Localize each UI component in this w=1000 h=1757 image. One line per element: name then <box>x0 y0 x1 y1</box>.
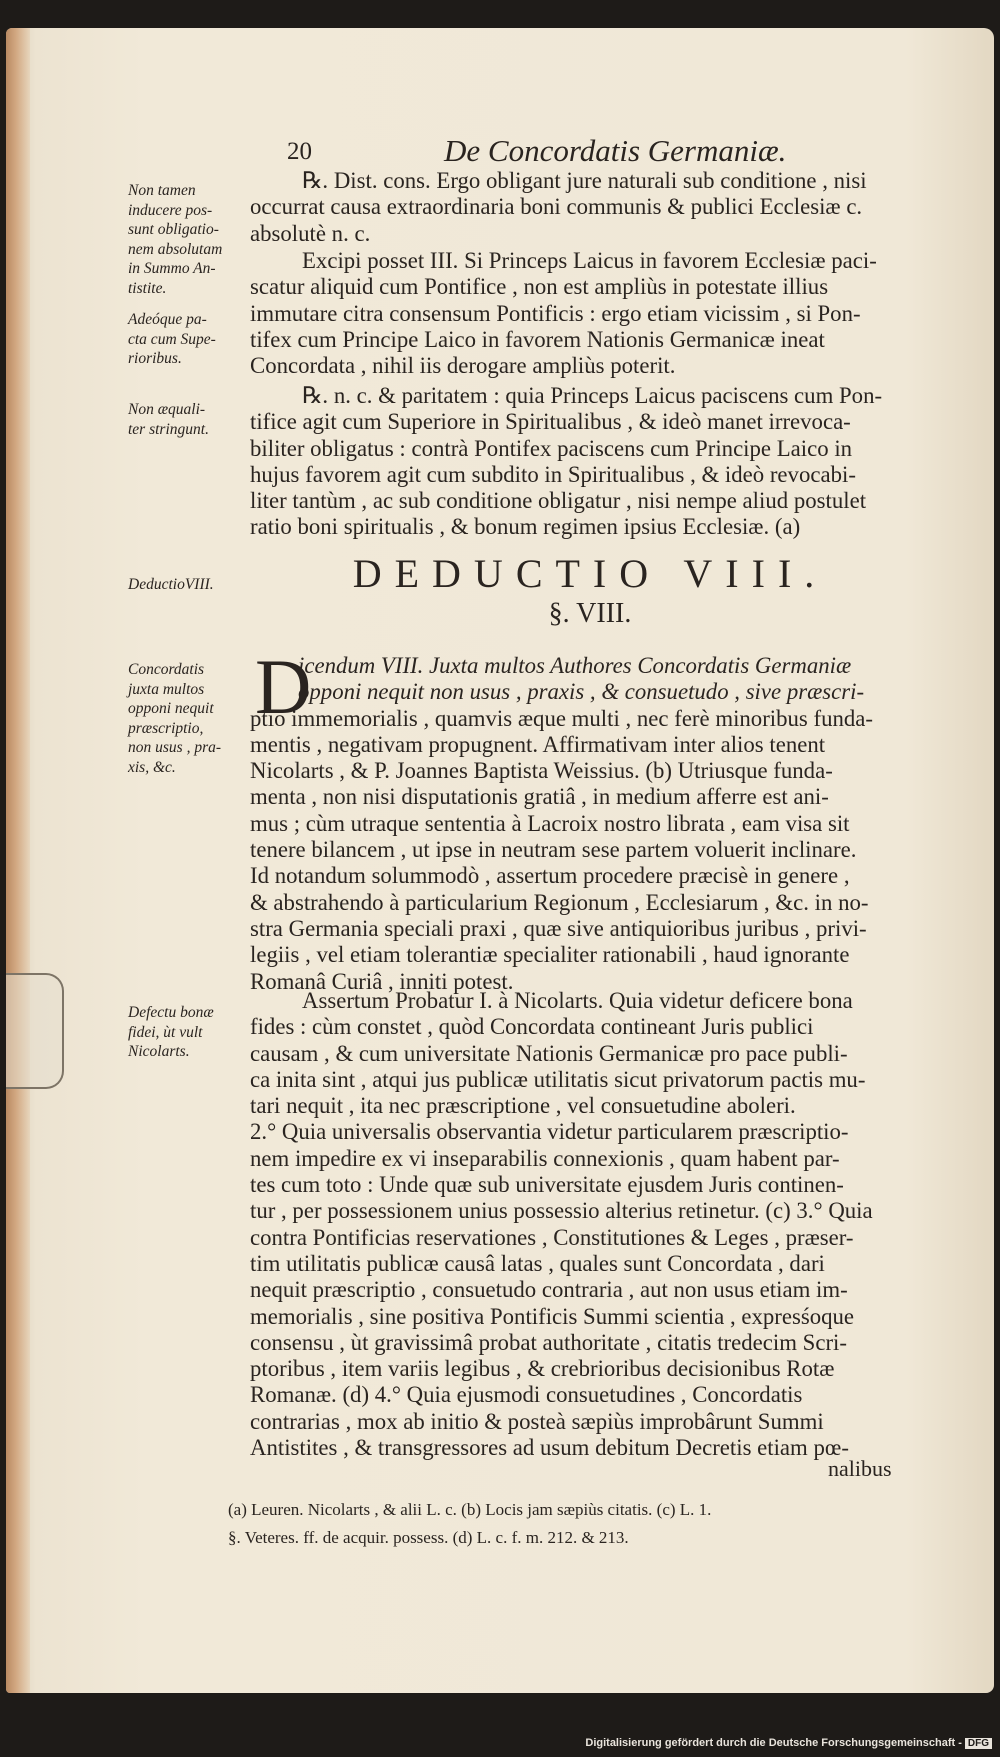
text-line: Romanæ. (d) 4.° Quia ejusmodi consuetudines , Concordatis <box>250 1382 803 1408</box>
drop-cap: D <box>255 643 312 730</box>
text-line: opponi nequit non usus , praxis , & consuetudo , sive præscri- <box>298 679 865 705</box>
margin-note: Non æquali- ter stringunt. <box>128 401 209 438</box>
margin-note: Non tamen inducere pos- sunt obligatio- nem absolutam in Summo An- tistite. <box>128 182 223 297</box>
catchword: nalibus <box>828 1456 892 1481</box>
text-line: ca inita sint , atqui jus publicæ utilitatis sicut privatorum pactis mu- <box>250 1066 866 1092</box>
text-line: mus ; cùm utraque sententia à Lacroix nostro librata , eam visa sit <box>250 810 850 836</box>
text-line: causam , & cum universitate Nationis Germanicæ pro pace publi- <box>250 1040 848 1066</box>
section-number: §. VIII. <box>548 598 632 629</box>
text-line: menta , non nisi disputationis gratiâ , in medium afferre est ani- <box>250 784 829 810</box>
margin-note: Defectu bonæ fidei, ùt vult Nicolarts. <box>128 1004 214 1060</box>
footnote-line: §. Veteres. ff. de acquir. possess. (d) L. c. f. m. 212. & 213. <box>228 1528 629 1547</box>
text-line: ℞. n. c. & paritatem : quia Princeps Laicus paciscens cum Pon- <box>302 383 883 408</box>
margin-note: DeductioVIII. <box>128 576 214 593</box>
section-heading: DEDUCTIO VIII. <box>352 551 828 596</box>
text-line: tari nequit , ita nec præscriptione , vel consuetudine aboleri. <box>250 1093 796 1119</box>
footnote-line: (a) Leuren. Nicolarts , & alii L. c. (b) Locis jam sæpiùs citatis. (c) L. 1. <box>228 1500 712 1519</box>
text-line: fides : cùm constet , quòd Concordata contineant Juris publici <box>250 1014 814 1040</box>
text-line: ptio immemorialis , quamvis æque multi , nec ferè minoribus funda- <box>250 705 873 731</box>
paragraph <box>250 248 930 379</box>
text-line: hujus favorem agit cum subdito in Spiritualibus , & ideò revocabi- <box>250 461 856 487</box>
text-line: Romanâ Curiâ , inniti potest. <box>250 968 514 994</box>
text-line: ℞. Dist. cons. Ergo obligant jure naturali sub conditione , nisi <box>302 168 867 193</box>
margin-note: Concordatis juxta multos opponi nequit præscriptio, non usus , pra- xis, &c. <box>128 661 222 776</box>
text-line: liter tantùm , ac sub conditione obligatur , nisi nempe aliud postulet <box>250 488 867 514</box>
text-line: ptoribus , item variis legibus , & crebrioribus decisionibus Rotæ <box>250 1356 835 1382</box>
text-line: nem impedire ex vi inseparabilis connexionis , quam habent par- <box>250 1145 840 1171</box>
text-line: immutare citra consensum Pontificis : ergo etiam vicissim , si Pon- <box>250 300 861 326</box>
text-line: Id notandum solummodò , assertum procedere præcisè in genere , <box>250 863 850 889</box>
text-line: Nicolarts , & P. Joannes Baptista Weissius. (b) Utriusque funda- <box>250 758 833 784</box>
paragraph <box>250 168 930 247</box>
margin-note: Adeóque pa- cta cum Supe- rioribus. <box>128 311 216 367</box>
dfg-logo: DFG <box>965 1738 992 1749</box>
paragraph <box>250 988 930 1461</box>
text-line: ratio boni spiritualis , & bonum regimen ipsius Ecclesiæ. (a) <box>250 514 801 540</box>
page-edge <box>6 28 30 1693</box>
text-line: contra Pontificias reservationes , Constitutiones & Leges , præser- <box>250 1224 854 1250</box>
text-line: nequit præscriptio , consuetudo contraria , aut non usus etiam im- <box>250 1277 848 1303</box>
text-line: Assertum Probatur I. à Nicolarts. Quia videtur deficere bona <box>302 988 853 1013</box>
paragraph <box>250 383 930 541</box>
text-line: biliter obligatus : contrà Pontifex paciscens cum Principe Laico in <box>250 435 853 461</box>
text-line: tenere bilancem , ut ipse in neutram sese partem voluerit inclinare. <box>250 837 857 863</box>
text-line: scatur aliquid cum Pontifice , non est ampliùs in potestate illius <box>250 274 829 300</box>
text-line: Concordata , nihil iis derogare ampliùs poterit. <box>250 353 676 379</box>
text-line: tes cum toto : Unde quæ sub universitate ejusdem Juris continen- <box>250 1172 844 1198</box>
page-number: 20 <box>287 138 312 165</box>
text-line: icendum VIII. Juxta multos Authores Concordatis Germaniæ <box>298 653 852 678</box>
text-line: occurrat causa extraordinaria boni communis & publici Ecclesiæ c. <box>250 194 863 220</box>
text-line: Antistites , & transgressores ad usum debitum Decretis etiam pœ- <box>250 1435 849 1461</box>
text-line: tifice agit cum Superiore in Spiritualibus , & ideò manet irrevoca- <box>250 409 851 435</box>
text-line: Excipi posset III. Si Princeps Laicus in favorem Ecclesiæ paci- <box>302 248 877 273</box>
text-line: tur , per possessionem unius possessio alterius retinetur. (c) 3.° Quia <box>250 1198 873 1224</box>
text-line: 2.° Quia universalis observantia videtur particularem præscriptio- <box>250 1119 849 1145</box>
footnotes <box>228 1496 928 1552</box>
text-line: consensu , ùt gravissimâ probat authoritate , citatis tredecim Scri- <box>250 1329 847 1355</box>
text-line: legiis , vel etiam tolerantiæ specialiter rationabili , haud ignorante <box>250 942 850 968</box>
running-title: De Concordatis Germaniæ. <box>444 133 787 168</box>
text-line: & abstrahendo à particularium Regionum , Ecclesiarum , &c. in no- <box>250 889 869 915</box>
text-line: tifex cum Principe Laico in favorem Nationis Germanicæ ineat <box>250 326 825 352</box>
text-line: stra Germania speciali praxi , quæ sive antiquioribus juribus , privi- <box>250 915 867 941</box>
digitization-credit: Digitalisierung gefördert durch die Deutsche Forschungsgemeinschaft - DFG <box>585 1737 992 1749</box>
text-line: contrarias , mox ab initio & posteà sæpiùs improbârunt Summi <box>250 1408 824 1434</box>
text-line: absolutè n. c. <box>250 220 371 246</box>
paragraph <box>250 653 930 995</box>
text-line: memorialis , sine positiva Pontificis Summi scientia , expresśoque <box>250 1303 855 1329</box>
text-line: mentis , negativam propugnent. Affirmativam inter alios tenent <box>250 731 826 757</box>
book-clip <box>6 973 64 1089</box>
text-line: tim utilitatis publicæ causâ latas , quales sunt Concordata , dari <box>250 1250 825 1276</box>
